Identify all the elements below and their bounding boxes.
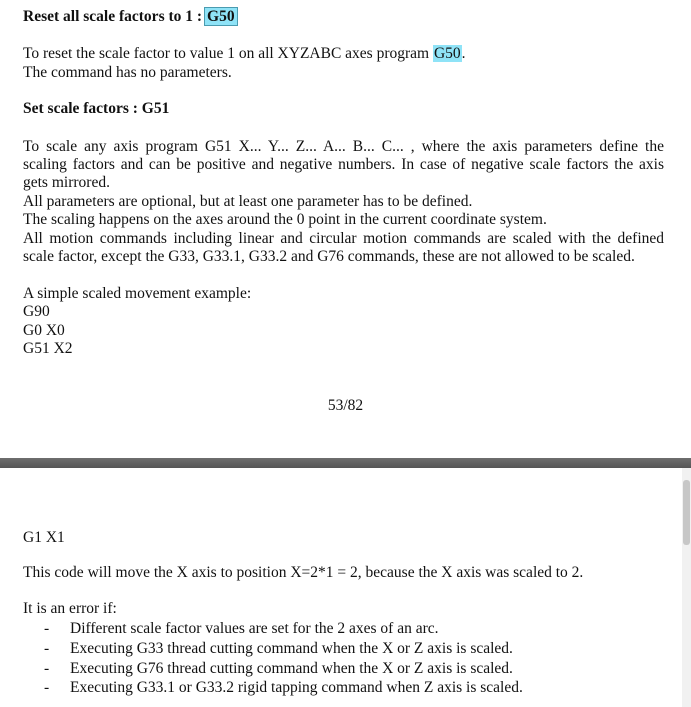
bullet-marker: - — [44, 679, 50, 696]
highlighted-code-g50: G50 — [204, 7, 238, 26]
paragraph-scale-line5: The scaling happens on the axes around the 0 point in the current coordinate system. — [23, 211, 547, 228]
list-item: Different scale factor values are set for the 2 axes of an arc. — [70, 620, 439, 637]
paragraph-reset-post: . — [461, 45, 466, 62]
list-item: Executing G76 thread cutting command when the X or Z axis is scaled. — [70, 660, 513, 677]
highlighted-inline-g50: G50 — [433, 45, 461, 62]
paragraph-reset-line2: The command has no parameters. — [23, 64, 232, 81]
paragraph-reset-line1 — [23, 45, 466, 63]
page-number: 53/82 — [327, 397, 364, 414]
document-page-54 — [0, 468, 691, 707]
vertical-scrollbar[interactable] — [682, 468, 691, 707]
paragraph-scale-line1: To scale any axis program G51 X... Y... Z... A... B... C... , where the axis parameters define the — [23, 138, 664, 155]
heading-reset-scale — [23, 8, 238, 26]
page-separator — [0, 458, 691, 468]
paragraph-scale-line2: scaling factors and can be positive and negative numbers. In case of negative scale factors the axis — [23, 156, 664, 173]
paragraph-scale-line6: All motion commands including linear and circular motion commands are scaled with the defined — [23, 230, 664, 247]
example-code-line: G0 X0 — [23, 322, 65, 339]
scrollbar-thumb[interactable] — [683, 480, 690, 545]
error-intro: It is an error if: — [23, 600, 117, 617]
paragraph-explanation: This code will move the X axis to position X=2*1 = 2, because the X axis was scaled to 2. — [23, 564, 584, 581]
paragraph-reset-pre: To reset the scale factor to value 1 on all XYZABC axes program — [23, 45, 433, 62]
example-code-line: G51 X2 — [23, 340, 73, 357]
example-code-line: G90 — [23, 303, 50, 320]
paragraph-scale-line3: gets mirrored. — [23, 174, 110, 191]
paragraph-scale-line4: All parameters are optional, but at least one parameter has to be defined. — [23, 193, 473, 210]
paragraph-scale-line7: scale factor, except the G33, G33.1, G33.2 and G76 commands, these are not allowed to be scaled. — [23, 248, 635, 265]
code-line-g1: G1 X1 — [23, 529, 65, 546]
heading-set-scale: Set scale factors : G51 — [23, 100, 170, 117]
bullet-marker: - — [44, 660, 50, 677]
bullet-marker: - — [44, 620, 50, 637]
list-item: Executing G33.1 or G33.2 rigid tapping command when Z axis is scaled. — [70, 679, 523, 696]
heading-reset-text: Reset all scale factors to 1 : — [23, 8, 203, 25]
bullet-marker: - — [44, 640, 50, 657]
list-item: Executing G33 thread cutting command when the X or Z axis is scaled. — [70, 640, 513, 657]
example-intro: A simple scaled movement example: — [23, 285, 252, 302]
